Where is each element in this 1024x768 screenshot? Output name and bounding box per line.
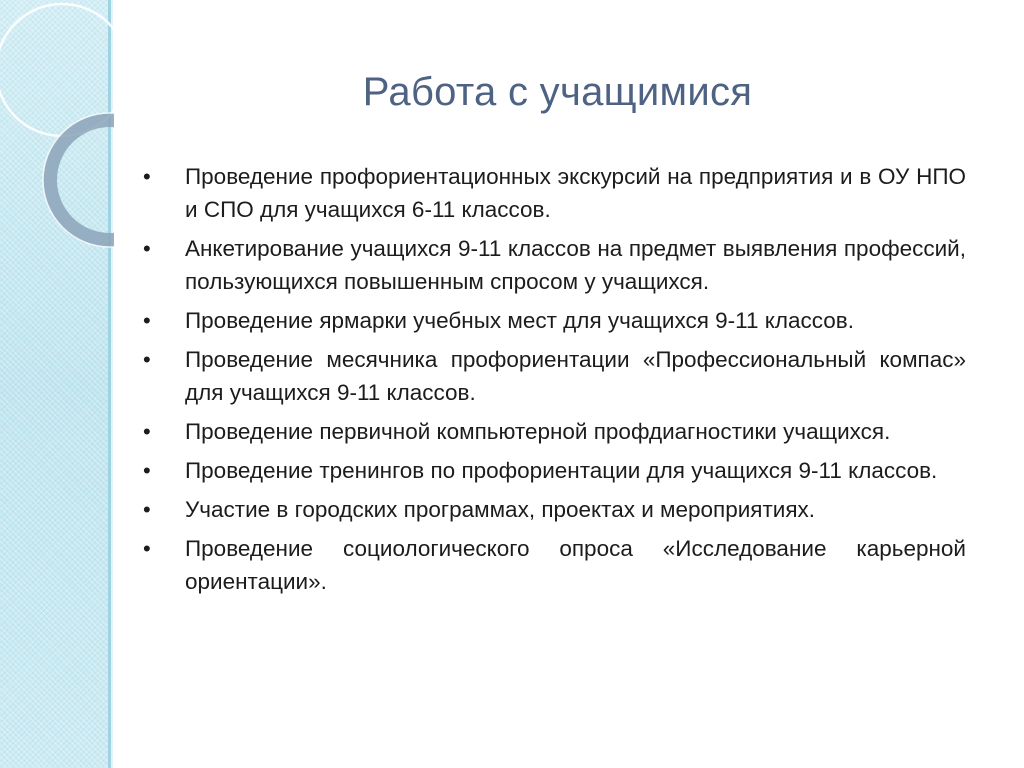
bullet-icon: • <box>143 458 151 483</box>
list-item-text: Проведение месячника профориентации «Профессиональный компас» для учащихся 9-11 классов. <box>185 347 966 405</box>
bullet-icon: • <box>143 536 151 561</box>
list-item <box>140 160 966 226</box>
bullet-icon: • <box>143 419 151 444</box>
list-item <box>140 343 966 409</box>
list-item <box>140 304 966 337</box>
slide-title: Работа с учащимися <box>362 70 753 114</box>
list-item <box>140 454 966 487</box>
bullet-icon: • <box>143 308 151 333</box>
list-item <box>140 532 966 598</box>
list-item-text: Проведение ярмарки учебных мест для учащихся 9-11 классов. <box>185 308 854 333</box>
bullet-icon: • <box>143 347 151 372</box>
list-item-text: Проведение первичной компьютерной профдиагностики учащихся. <box>185 419 891 444</box>
list-item-text: Проведение профориентационных экскурсий на предприятия и в ОУ НПО и СПО для учащихся 6-11 классов. <box>185 164 966 222</box>
list-item <box>140 493 966 526</box>
bullet-icon: • <box>143 497 151 522</box>
bullet-icon: • <box>143 236 151 261</box>
bullet-icon: • <box>143 164 151 189</box>
list-item <box>140 415 966 448</box>
list-item-text: Проведение социологического опроса «Исследование карьерной ориентации». <box>185 536 966 594</box>
list-item-text: Проведение тренингов по профориентации для учащихся 9-11 классов. <box>185 458 938 483</box>
bullet-list <box>140 160 966 604</box>
list-item <box>140 232 966 298</box>
list-item-text: Участие в городских программах, проектах и мероприятиях. <box>185 497 816 522</box>
list-item-text: Анкетирование учащихся 9-11 классов на предмет выявления профессий, пользующихся повышенным спросом у учащихся. <box>185 236 966 294</box>
